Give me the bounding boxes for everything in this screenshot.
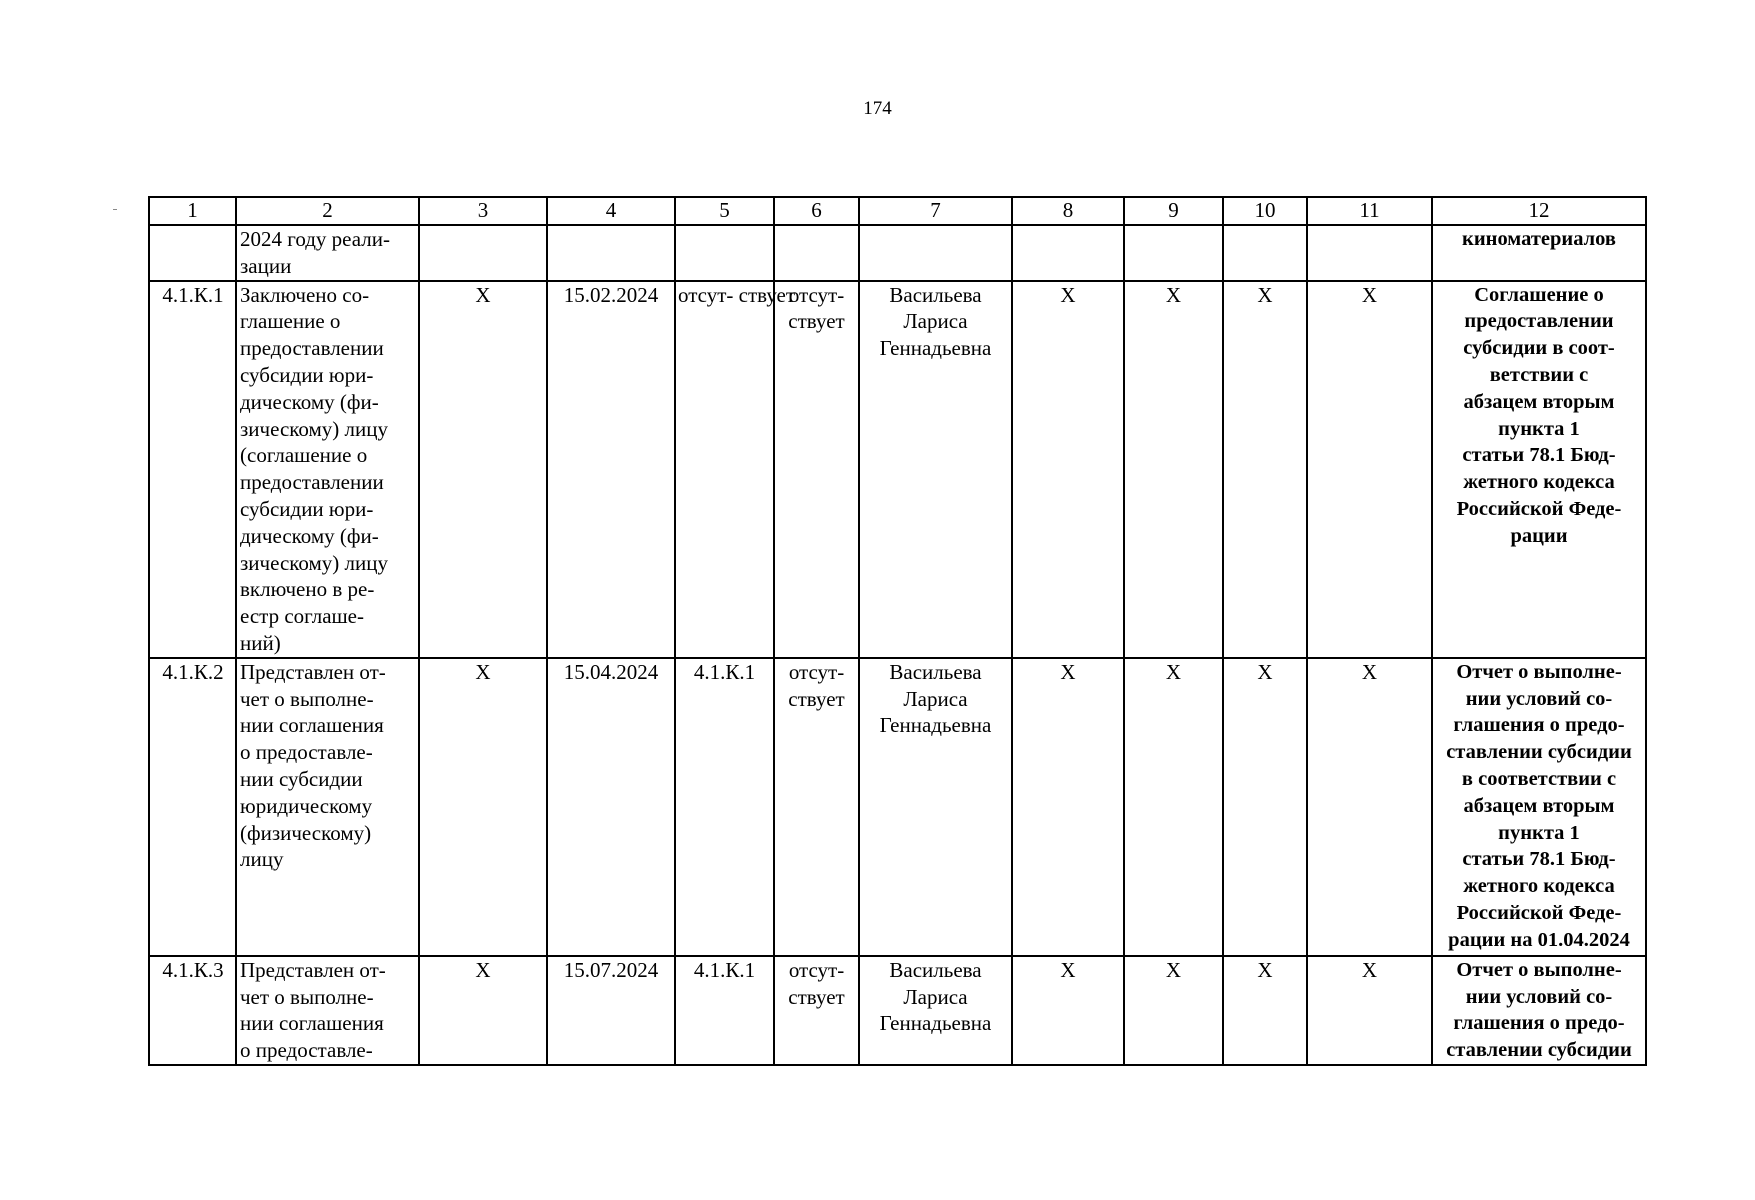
row-col9: X (1124, 281, 1223, 658)
row-description: Заключено со- глашение о предоставлении субсидии юри- дическому (фи- зическому) лицу (соглашение о предоставлении субсидии юри- дическому (фи- зическому) лицу включено в ре- естр соглаше- ний) (236, 281, 419, 658)
row-col10 (1223, 225, 1307, 281)
row-predecessor (675, 225, 774, 281)
row-col9: X (1124, 956, 1223, 1065)
table-row-continuation (149, 225, 1646, 281)
row-responsible: Васильева Лариса Геннадьевна (859, 658, 1012, 956)
column-number-3: 3 (419, 197, 547, 225)
page-number: 174 (863, 98, 892, 119)
row-date: 15.04.2024 (547, 658, 675, 956)
row-col11: X (1307, 281, 1432, 658)
control-points-table (148, 196, 1647, 1066)
row-date: 15.02.2024 (547, 281, 675, 658)
row-col11 (1307, 225, 1432, 281)
row-predecessor: отсут- ствует (675, 281, 774, 658)
row-col6: отсут- ствует (774, 956, 859, 1065)
row-code: 4.1.К.2 (149, 658, 236, 956)
row-result: Отчет о выполне- нии условий со- глашения о предо- ставлении субсидии в соответствии с абзацем вторым пункта 1 статьи 78.1 Бюд- жетного кодекса Российской Феде- рации на 01.04.2024 (1432, 658, 1646, 956)
row-col8: X (1012, 658, 1124, 956)
row-description: Представлен от- чет о выполне- нии соглашения о предоставле- (236, 956, 419, 1065)
row-date: 15.07.2024 (547, 956, 675, 1065)
row-col10: X (1223, 658, 1307, 956)
row-col6 (774, 225, 859, 281)
row-col8 (1012, 225, 1124, 281)
column-number-9: 9 (1124, 197, 1223, 225)
column-number-7: 7 (859, 197, 1012, 225)
table-header-row (149, 197, 1646, 225)
row-col3: X (419, 658, 547, 956)
table-row-4-1-k-3 (149, 956, 1646, 1065)
row-col11: X (1307, 658, 1432, 956)
row-code: 4.1.К.3 (149, 956, 236, 1065)
row-col3: X (419, 956, 547, 1065)
row-col6: отсут- ствует (774, 658, 859, 956)
row-predecessor: 4.1.К.1 (675, 658, 774, 956)
row-code (149, 225, 236, 281)
column-number-6: 6 (774, 197, 859, 225)
row-col10: X (1223, 956, 1307, 1065)
row-col10: X (1223, 281, 1307, 658)
row-col8: X (1012, 956, 1124, 1065)
row-responsible: Васильева Лариса Геннадьевна (859, 281, 1012, 658)
column-number-2: 2 (236, 197, 419, 225)
row-col6: отсут- ствует (774, 281, 859, 658)
column-number-8: 8 (1012, 197, 1124, 225)
row-col3: X (419, 281, 547, 658)
row-col9 (1124, 225, 1223, 281)
table-row-4-1-k-1 (149, 281, 1646, 658)
row-result: Соглашение о предоставлении субсидии в соот- ветствии с абзацем вторым пункта 1 статьи 78.1 Бюд- жетного кодекса Российской Феде- рации (1432, 281, 1646, 658)
column-number-12: 12 (1432, 197, 1646, 225)
row-predecessor: 4.1.К.1 (675, 956, 774, 1065)
row-col3 (419, 225, 547, 281)
scan-artifact (113, 209, 117, 210)
column-number-1: 1 (149, 197, 236, 225)
row-responsible: Васильева Лариса Геннадьевна (859, 956, 1012, 1065)
column-number-11: 11 (1307, 197, 1432, 225)
row-code: 4.1.К.1 (149, 281, 236, 658)
row-result: Отчет о выполне- нии условий со- глашения о предо- ставлении субсидии (1432, 956, 1646, 1065)
row-col8: X (1012, 281, 1124, 658)
column-number-10: 10 (1223, 197, 1307, 225)
row-col11: X (1307, 956, 1432, 1065)
column-number-5: 5 (675, 197, 774, 225)
row-result: киноматериалов (1432, 225, 1646, 281)
row-description: 2024 году реали- зации (236, 225, 419, 281)
row-col9: X (1124, 658, 1223, 956)
row-description: Представлен от- чет о выполне- нии соглашения о предоставле- нии субсидии юридическому (физическому) лицу (236, 658, 419, 956)
column-number-4: 4 (547, 197, 675, 225)
row-responsible (859, 225, 1012, 281)
row-date (547, 225, 675, 281)
table-row-4-1-k-2 (149, 658, 1646, 956)
